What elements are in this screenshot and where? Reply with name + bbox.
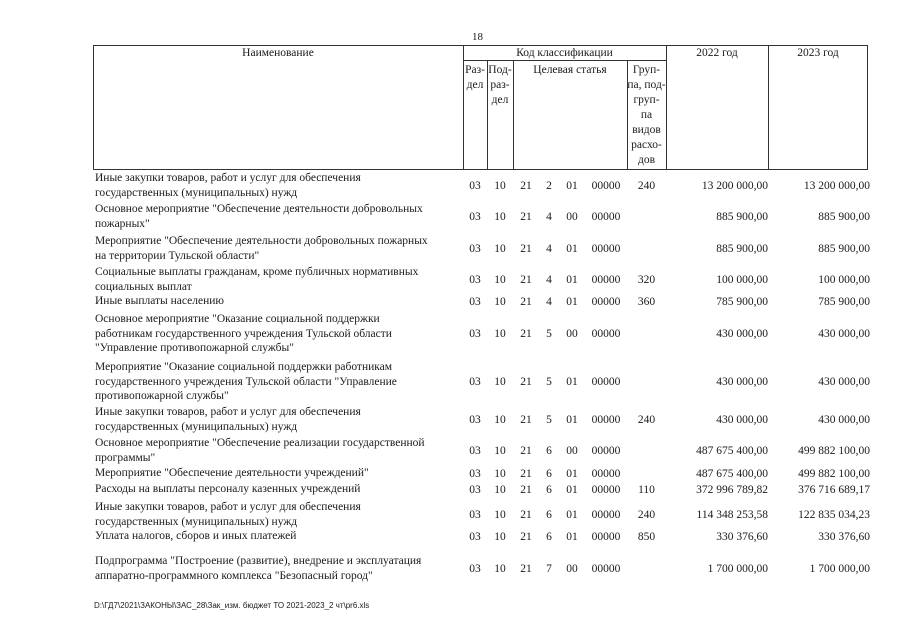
code-cell-p: 10 [494, 483, 506, 496]
code-cell-p: 10 [494, 530, 506, 543]
code-cell-p: 10 [494, 295, 506, 308]
amount-2023: 499 882 100,00 [798, 445, 870, 457]
amount-2023: 430 000,00 [818, 376, 870, 388]
row-name [95, 436, 457, 465]
row-name-line: социальных выплат [95, 280, 192, 293]
row-name-line: пожарных" [95, 217, 150, 230]
code-cell-p: 10 [494, 211, 506, 223]
code-cell-t1: 21 [520, 295, 532, 308]
amount-2022: 785 900,00 [716, 295, 768, 308]
code-cell-t3: 00 [566, 211, 578, 223]
code-cell-g: 110 [638, 483, 655, 496]
header-razdel: Раз- дел [465, 64, 485, 91]
code-cell-t3: 01 [566, 180, 578, 192]
table-row [0, 529, 905, 544]
code-cell-p: 10 [494, 376, 506, 388]
code-cell-t4: 00000 [591, 508, 621, 521]
table-row [0, 553, 905, 585]
row-name-line: государственных (муниципальных) нужд [95, 515, 298, 528]
code-cell-t1: 21 [520, 414, 532, 426]
code-cell-t4: 00000 [591, 376, 621, 388]
row-name-line: Мероприятие "Обеспечение деятельности добровольных пожарных [95, 235, 428, 248]
header-podrazdel: Под- раз- дел [488, 64, 512, 106]
code-cell-t3: 01 [566, 274, 578, 286]
code-cell-t4: 00000 [591, 180, 621, 192]
code-cell-g: 360 [637, 295, 656, 308]
amount-2022: 430 000,00 [716, 328, 768, 340]
code-cell-t3: 00 [566, 328, 578, 340]
code-cell-g: 240 [637, 508, 656, 521]
code-cell-t2: 2 [546, 180, 552, 192]
row-name [95, 466, 457, 481]
row-name-line: государственных (муниципальных) нужд [95, 420, 298, 433]
amount-2022: 487 675 400,00 [696, 445, 768, 457]
code-cell-g: 240 [637, 180, 656, 192]
code-cell-t1: 21 [520, 563, 532, 575]
amount-2022: 1 700 000,00 [707, 563, 768, 575]
amount-2023: 785 900,00 [818, 295, 870, 308]
row-name-line: Уплата налогов, сборов и иных платежей [95, 530, 297, 543]
code-cell-t3: 01 [566, 243, 578, 255]
amount-2022: 487 675 400,00 [696, 467, 768, 480]
code-cell-t2: 6 [546, 508, 552, 521]
row-name-line: работникам государственного учреждения Тульской области [95, 327, 392, 340]
amount-2023: 100 000,00 [818, 274, 870, 286]
table-row [0, 359, 905, 405]
code-cell-p: 10 [494, 243, 506, 255]
code-cell-t3: 01 [566, 467, 578, 480]
code-cell-t2: 4 [546, 295, 552, 308]
row-name-line: на территории Тульской области" [95, 249, 260, 262]
row-name [95, 360, 457, 404]
amount-2023: 430 000,00 [818, 414, 870, 426]
amount-2022: 330 376,60 [716, 530, 768, 543]
code-cell-r: 03 [469, 295, 481, 308]
row-name [95, 529, 457, 544]
row-name-line: Мероприятие "Оказание социальной поддержки работникам [95, 361, 393, 374]
row-name-line: противопожарной службы" [95, 390, 229, 403]
code-cell-t2: 5 [546, 376, 552, 388]
code-cell-t1: 21 [520, 328, 532, 340]
code-cell-p: 10 [494, 274, 506, 286]
code-cell-r: 03 [469, 180, 481, 192]
page-number: 18 [472, 31, 483, 43]
row-name-line: Подпрограмма "Построение (развитие), внедрение и эксплуатация [95, 555, 422, 568]
row-name [95, 312, 457, 356]
table-row [0, 466, 905, 481]
code-cell-g: 850 [637, 530, 656, 543]
header-name: Наименование [242, 47, 314, 59]
row-name-line: Основное мероприятие "Обеспечение реализации государственной [95, 437, 425, 450]
header-code-group: Код классификации [516, 47, 613, 59]
code-cell-t4: 00000 [591, 563, 621, 575]
amount-2023: 122 835 034,23 [798, 508, 870, 521]
row-name-line: Иные закупки товаров, работ и услуг для обеспечения [95, 500, 361, 513]
table-row [0, 171, 905, 201]
code-cell-t2: 6 [546, 445, 552, 457]
code-cell-t4: 00000 [591, 243, 621, 255]
code-cell-t2: 6 [546, 483, 552, 496]
code-cell-p: 10 [494, 467, 506, 480]
code-cell-r: 03 [469, 376, 481, 388]
code-cell-p: 10 [494, 414, 506, 426]
code-cell-t2: 4 [546, 274, 552, 286]
row-name [95, 234, 457, 263]
code-cell-t2: 4 [546, 211, 552, 223]
table-row [0, 311, 905, 357]
code-cell-r: 03 [469, 211, 481, 223]
code-cell-t4: 00000 [591, 211, 621, 223]
row-name [95, 554, 457, 583]
code-cell-r: 03 [469, 445, 481, 457]
amount-2022: 430 000,00 [716, 376, 768, 388]
code-cell-t4: 00000 [591, 445, 621, 457]
amount-2023: 330 376,60 [818, 530, 870, 543]
code-cell-t3: 01 [566, 508, 578, 521]
code-cell-t4: 00000 [591, 274, 621, 286]
row-name-line: Иные закупки товаров, работ и услуг для обеспечения [95, 172, 361, 185]
row-name [95, 265, 457, 294]
code-cell-g: 320 [637, 274, 656, 286]
amount-2022: 430 000,00 [716, 414, 768, 426]
code-cell-r: 03 [469, 563, 481, 575]
code-cell-t1: 21 [520, 445, 532, 457]
code-cell-t3: 01 [566, 414, 578, 426]
code-cell-t1: 21 [520, 180, 532, 192]
amount-2022: 100 000,00 [716, 274, 768, 286]
row-name [95, 482, 457, 497]
code-cell-t4: 00000 [591, 530, 621, 543]
code-cell-t4: 00000 [591, 295, 621, 308]
row-name-line: Иные закупки товаров, работ и услуг для обеспечения [95, 406, 361, 419]
amount-2023: 1 700 000,00 [809, 563, 870, 575]
code-cell-t1: 21 [520, 243, 532, 255]
row-name-line: Расходы на выплаты персоналу казенных учреждений [95, 483, 361, 496]
table-row [0, 234, 905, 264]
file-path-footer: D:\ГД7\2021\ЗАКОНЫ\ЗАС_28\Зак_изм. бюджет ТО 2021-2023_2 чт\pr6.xls [94, 601, 370, 610]
table-row [0, 436, 905, 466]
table-row [0, 405, 905, 435]
row-name [95, 500, 457, 529]
row-name [95, 294, 457, 309]
amount-2023: 376 716 689,17 [798, 483, 870, 496]
row-name-line: государственного учреждения Тульской области "Управление [95, 375, 397, 388]
amount-2022: 13 200 000,00 [701, 180, 768, 192]
amount-2022: 885 900,00 [716, 211, 768, 223]
header-target: Целевая статья [533, 64, 607, 76]
code-cell-t1: 21 [520, 376, 532, 388]
code-cell-t1: 21 [520, 483, 532, 496]
amount-2022: 372 996 789,82 [696, 483, 768, 496]
code-cell-t2: 4 [546, 243, 552, 255]
row-name-line: государственных (муниципальных) нужд [95, 186, 298, 199]
table-row [0, 482, 905, 497]
row-name [95, 202, 457, 231]
row-name-line: аппаратно-программного комплекса "Безопасный город" [95, 569, 373, 582]
row-name [95, 171, 457, 200]
amount-2023: 13 200 000,00 [803, 180, 870, 192]
row-name-line: "Управление противопожарной службы" [95, 342, 294, 355]
row-name-line: Основное мероприятие "Оказание социальной поддержки [95, 313, 380, 326]
code-cell-r: 03 [469, 508, 481, 521]
code-cell-t4: 00000 [591, 328, 621, 340]
code-cell-t3: 01 [566, 376, 578, 388]
code-cell-p: 10 [494, 180, 506, 192]
code-cell-p: 10 [494, 328, 506, 340]
code-cell-p: 10 [494, 508, 506, 521]
row-name [95, 405, 457, 434]
code-cell-g: 240 [637, 414, 656, 426]
code-cell-r: 03 [469, 328, 481, 340]
amount-2023: 430 000,00 [818, 328, 870, 340]
row-name-line: программы" [95, 451, 156, 464]
code-cell-r: 03 [469, 467, 481, 480]
table-row [0, 294, 905, 309]
header-group: Груп- па, под- груп- па видов расхо- дов [627, 64, 666, 166]
amount-2023: 499 882 100,00 [798, 467, 870, 480]
table-row [0, 202, 905, 232]
header-2022: 2022 год [696, 47, 738, 59]
code-cell-t2: 5 [546, 414, 552, 426]
row-name-line: Основное мероприятие "Обеспечение деятельности добровольных [95, 203, 423, 216]
code-cell-t1: 21 [520, 274, 532, 286]
code-cell-t2: 6 [546, 530, 552, 543]
table-header-grid [0, 0, 905, 175]
code-cell-t2: 7 [546, 563, 552, 575]
code-cell-p: 10 [494, 563, 506, 575]
code-cell-r: 03 [469, 274, 481, 286]
code-cell-t3: 01 [566, 295, 578, 308]
code-cell-t2: 6 [546, 467, 552, 480]
code-cell-t2: 5 [546, 328, 552, 340]
amount-2023: 885 900,00 [818, 211, 870, 223]
header-2023: 2023 год [797, 47, 839, 59]
row-name-line: Социальные выплаты гражданам, кроме публичных нормативных [95, 266, 419, 279]
code-cell-t4: 00000 [591, 483, 621, 496]
row-name-line: Мероприятие "Обеспечение деятельности учреждений" [95, 467, 369, 480]
code-cell-t3: 01 [566, 530, 578, 543]
amount-2023: 885 900,00 [818, 243, 870, 255]
code-cell-t3: 00 [566, 563, 578, 575]
table-row [0, 265, 905, 295]
code-cell-r: 03 [469, 530, 481, 543]
amount-2022: 114 348 253,58 [696, 508, 768, 521]
row-name-line: Иные выплаты населению [95, 295, 224, 308]
code-cell-r: 03 [469, 414, 481, 426]
code-cell-t1: 21 [520, 467, 532, 480]
code-cell-t1: 21 [520, 530, 532, 543]
code-cell-t3: 01 [566, 483, 578, 496]
code-cell-t1: 21 [520, 508, 532, 521]
code-cell-r: 03 [469, 483, 481, 496]
code-cell-t1: 21 [520, 211, 532, 223]
code-cell-t4: 00000 [591, 467, 621, 480]
amount-2022: 885 900,00 [716, 243, 768, 255]
code-cell-p: 10 [494, 445, 506, 457]
code-cell-t3: 00 [566, 445, 578, 457]
table-row [0, 500, 905, 529]
code-cell-r: 03 [469, 243, 481, 255]
code-cell-t4: 00000 [591, 414, 621, 426]
